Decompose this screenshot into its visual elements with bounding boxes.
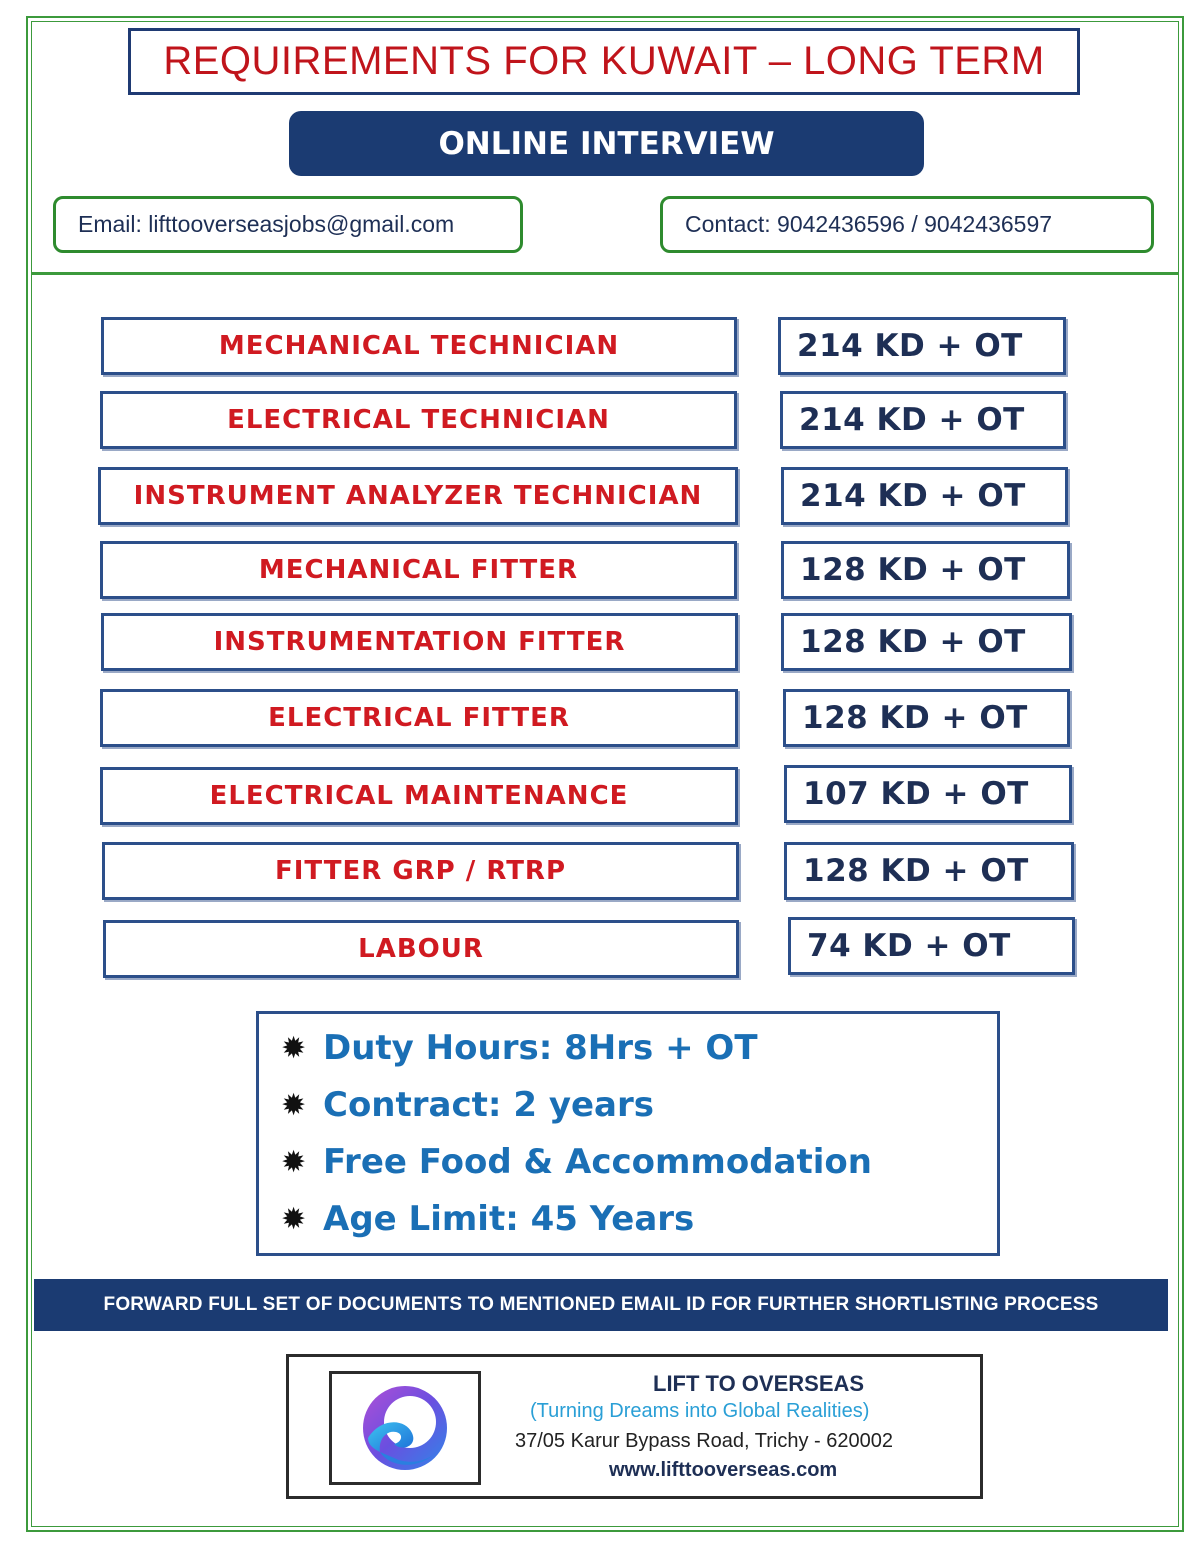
position-title-text: MECHANICAL FITTER xyxy=(258,555,579,585)
position-title-text: INSTRUMENTATION FITTER xyxy=(213,627,626,657)
starburst-bullet-icon: ✹ xyxy=(281,1030,307,1066)
position-salary-text: 128 KD + OT xyxy=(800,624,1026,660)
interview-mode: ONLINE INTERVIEW xyxy=(438,125,775,162)
position-title xyxy=(103,920,739,978)
position-title xyxy=(100,767,738,825)
position-title-text: ELECTRICAL TECHNICIAN xyxy=(227,405,610,435)
interview-banner xyxy=(289,111,924,176)
position-salary-text: 128 KD + OT xyxy=(802,700,1028,736)
email-box xyxy=(53,196,523,253)
position-salary xyxy=(780,391,1066,449)
position-title xyxy=(101,317,737,375)
starburst-bullet-icon: ✹ xyxy=(281,1201,307,1237)
position-salary xyxy=(784,765,1072,823)
position-salary xyxy=(778,317,1066,375)
company-name: LIFT TO OVERSEAS xyxy=(653,1371,865,1396)
phone-text: Contact: 9042436596 / 9042436597 xyxy=(685,211,1053,237)
notice-banner xyxy=(34,1279,1168,1331)
position-salary xyxy=(788,917,1075,975)
position-title-text: FITTER GRP / RTRP xyxy=(274,856,566,886)
title-box xyxy=(128,28,1080,95)
position-title-text: LABOUR xyxy=(358,934,484,964)
benefit-item xyxy=(281,1028,758,1068)
starburst-bullet-icon: ✹ xyxy=(281,1144,307,1180)
position-title-text: INSTRUMENT ANALYZER TECHNICIAN xyxy=(133,481,703,511)
divider xyxy=(31,272,1179,275)
position-salary-text: 74 KD + OT xyxy=(807,928,1011,964)
benefit-text: Duty Hours: 8Hrs + OT xyxy=(323,1028,758,1068)
position-salary-text: 214 KD + OT xyxy=(799,402,1025,438)
position-title xyxy=(100,391,737,449)
benefit-text: Free Food & Accommodation xyxy=(323,1142,872,1182)
notice-text: FORWARD FULL SET OF DOCUMENTS TO MENTIONED EMAIL ID FOR FURTHER SHORTLISTING PROCESS xyxy=(103,1294,1099,1315)
position-salary xyxy=(783,689,1070,747)
phone-box xyxy=(660,196,1154,253)
position-salary-text: 214 KD + OT xyxy=(800,478,1026,514)
position-title xyxy=(98,467,738,525)
benefit-item xyxy=(281,1142,872,1182)
benefit-item xyxy=(281,1199,694,1239)
position-title-text: MECHANICAL TECHNICIAN xyxy=(218,331,620,361)
position-salary xyxy=(781,467,1068,525)
position-salary-text: 214 KD + OT xyxy=(797,328,1023,364)
position-salary-text: 107 KD + OT xyxy=(803,776,1029,812)
benefits-box xyxy=(256,1011,1000,1256)
position-title xyxy=(101,613,738,671)
benefit-item xyxy=(281,1085,654,1125)
company-website: www.lifttooverseas.com xyxy=(609,1459,838,1481)
page-title: REQUIREMENTS FOR KUWAIT – LONG TERM xyxy=(163,39,1045,83)
position-salary-text: 128 KD + OT xyxy=(803,853,1029,889)
company-logo-icon xyxy=(350,1378,460,1478)
position-title-text: ELECTRICAL MAINTENANCE xyxy=(209,781,629,811)
benefit-text: Age Limit: 45 Years xyxy=(323,1199,695,1239)
position-salary xyxy=(781,541,1070,599)
position-title xyxy=(100,541,737,599)
position-title-text: ELECTRICAL FITTER xyxy=(268,703,570,733)
position-title xyxy=(100,689,738,747)
company-address: 37/05 Karur Bypass Road, Trichy - 620002 xyxy=(515,1430,893,1452)
position-title xyxy=(102,842,739,900)
footer-box xyxy=(286,1354,983,1499)
logo-frame xyxy=(329,1371,481,1485)
position-salary xyxy=(781,613,1072,671)
benefit-text: Contract: 2 years xyxy=(323,1085,654,1125)
starburst-bullet-icon: ✹ xyxy=(281,1087,307,1123)
company-tagline: (Turning Dreams into Global Realities) xyxy=(530,1400,870,1422)
position-salary-text: 128 KD + OT xyxy=(800,552,1026,588)
email-text: Email: lifttooverseasjobs@gmail.com xyxy=(78,211,455,237)
position-salary xyxy=(784,842,1074,900)
